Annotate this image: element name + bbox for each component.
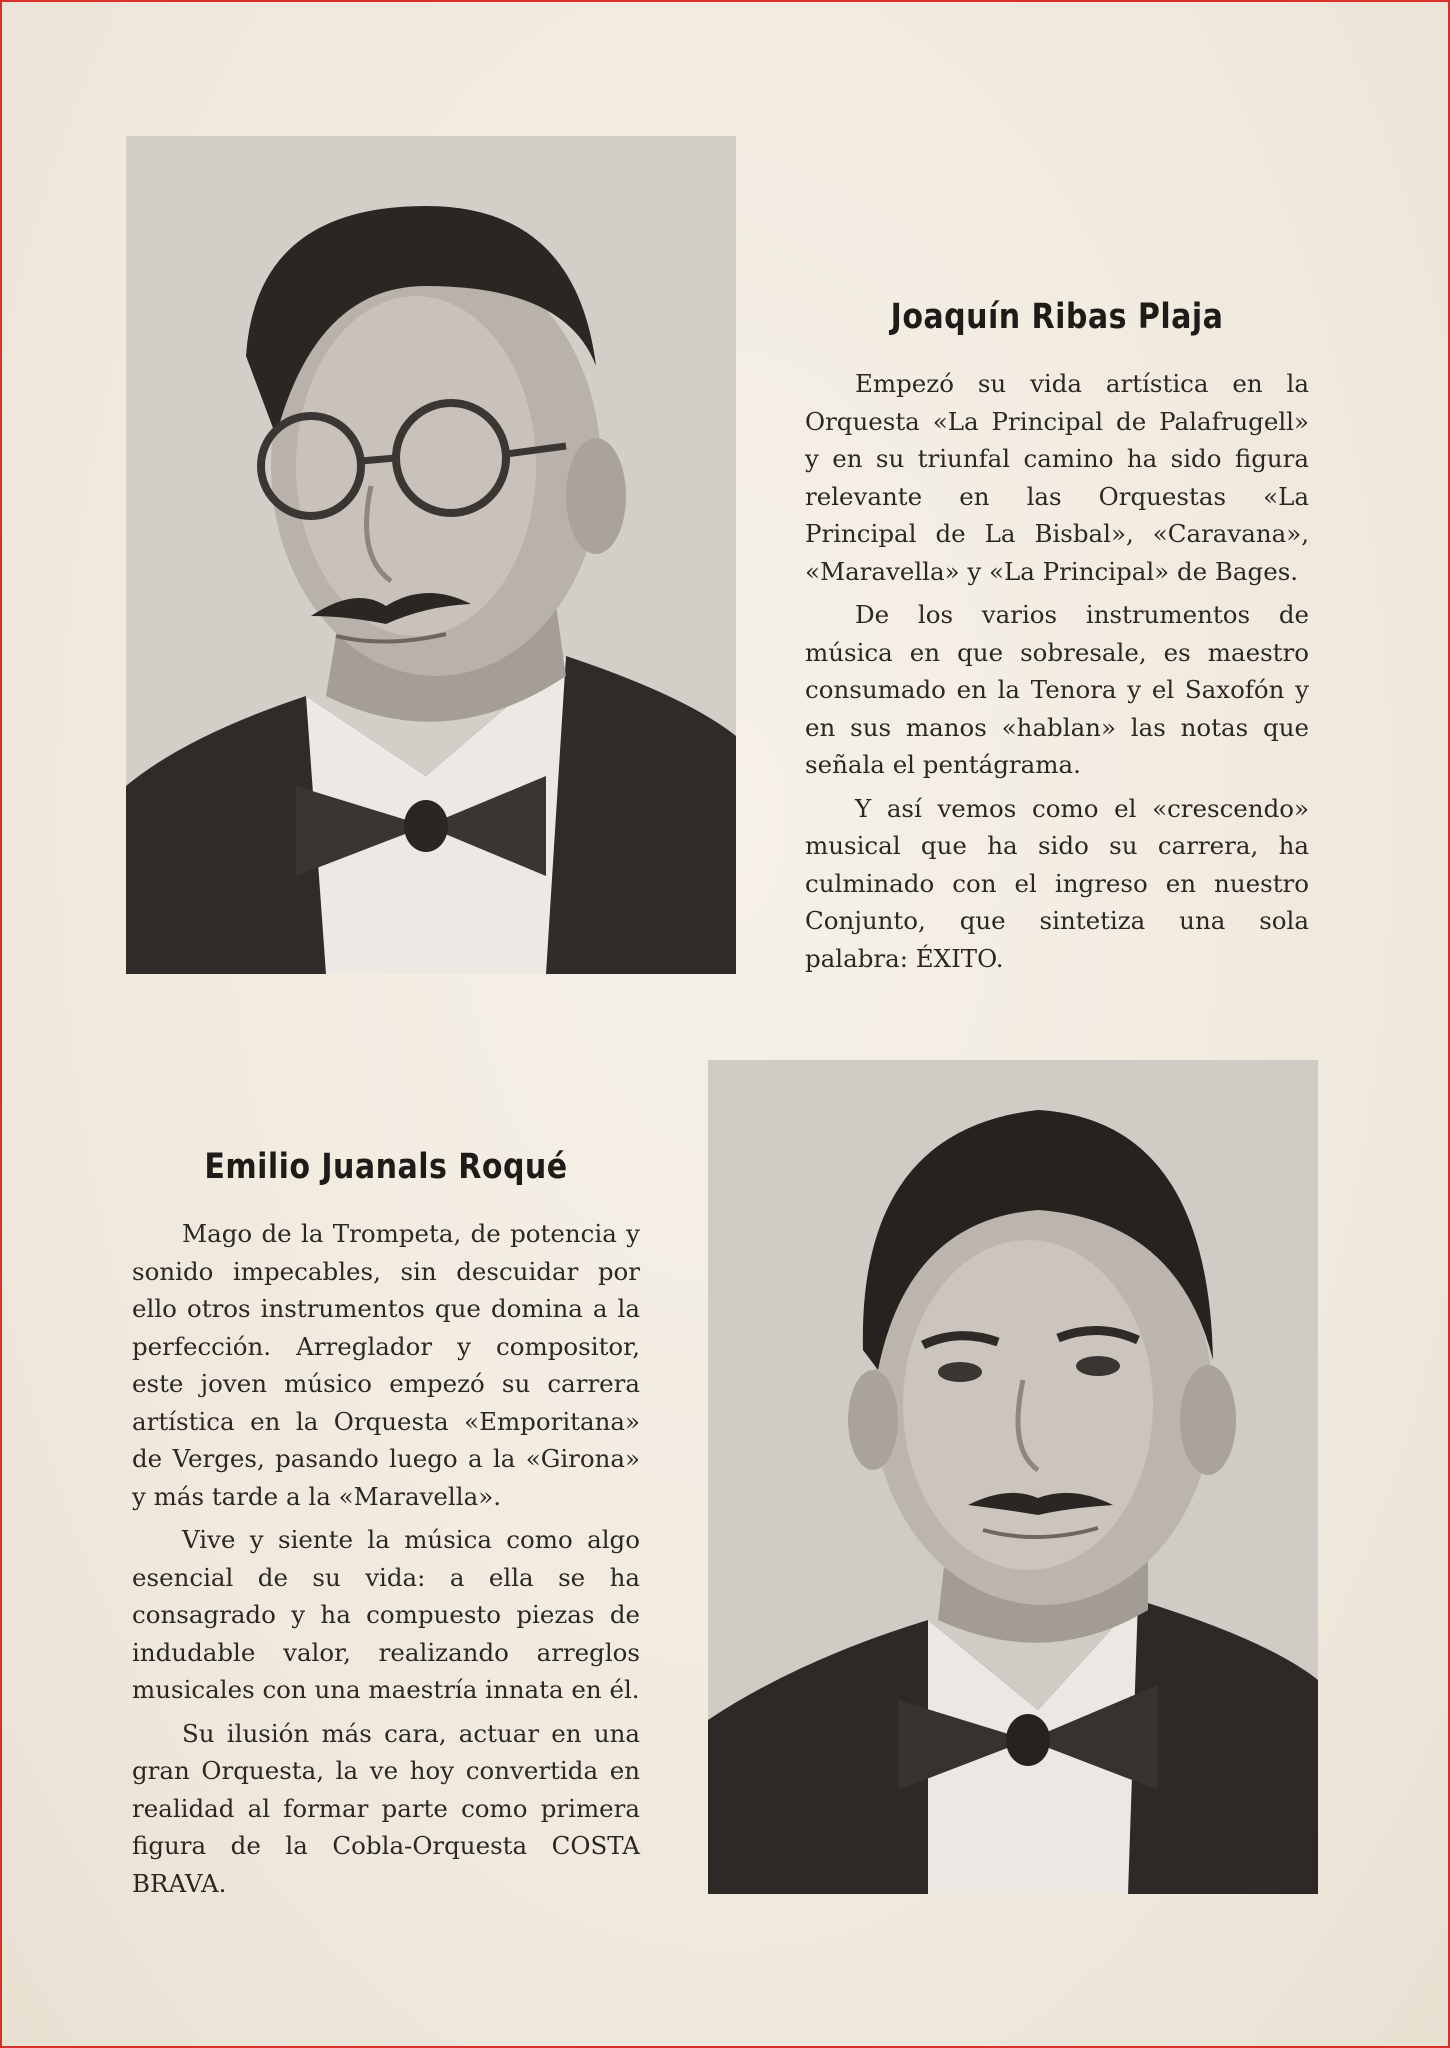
bio-paragraph: Mago de la Trompeta, de potencia y sonido impecables, sin descuidar por ello otros instrumentos que domina a la perfección. Arreglador y compositor, este joven músico empezó su carrera artística en la Orquesta «Emporitana» de Verges, pasando luego a la «Girona» y más tarde a la «Maravella». [132, 1219, 640, 1511]
portrait-photo-joaquin [126, 136, 736, 974]
name-heading: Emilio Juanals Roqué [204, 1147, 568, 1187]
bio-paragraph: Vive y siente la música como algo esencial de su vida: a ella se ha consagrado y ha compuesto piezas de indudable valor, realizando arreglos musicales con una maestría innata en él. [132, 1525, 640, 1704]
bio-emilio [132, 1147, 640, 1908]
portrait-photo-emilio [708, 1060, 1318, 1894]
bio-paragraph: Su ilusión más cara, actuar en una gran Orquesta, la ve hoy convertida en realidad al formar parte como primera figura de la Cobla-Orquesta COSTA BRAVA. [132, 1718, 640, 1898]
bio-paragraph: Empezó su vida artística en la Orquesta «La Principal de Palafrugell» y en su triunfal camino ha sido figura relevante en las Orquestas «La Principal de La Bisbal», «Caravana», «Maravella» y «La Principal» de Bages. [805, 369, 1309, 586]
bio-paragraph: De los varios instrumentos de música en que sobresale, es maestro consumado en la Tenora y el Saxofón y en sus manos «hablan» las notas que señala el pentágrama. [805, 600, 1309, 779]
name-heading: Joaquín Ribas Plaja [890, 297, 1224, 337]
bio-joaquin [805, 297, 1309, 983]
bio-paragraph: Y así vemos como el «crescendo» musical que ha sido su carrera, ha culminado con el ingreso en nuestro Conjunto, que sintetiza una sola palabra: ÉXITO. [805, 793, 1309, 973]
